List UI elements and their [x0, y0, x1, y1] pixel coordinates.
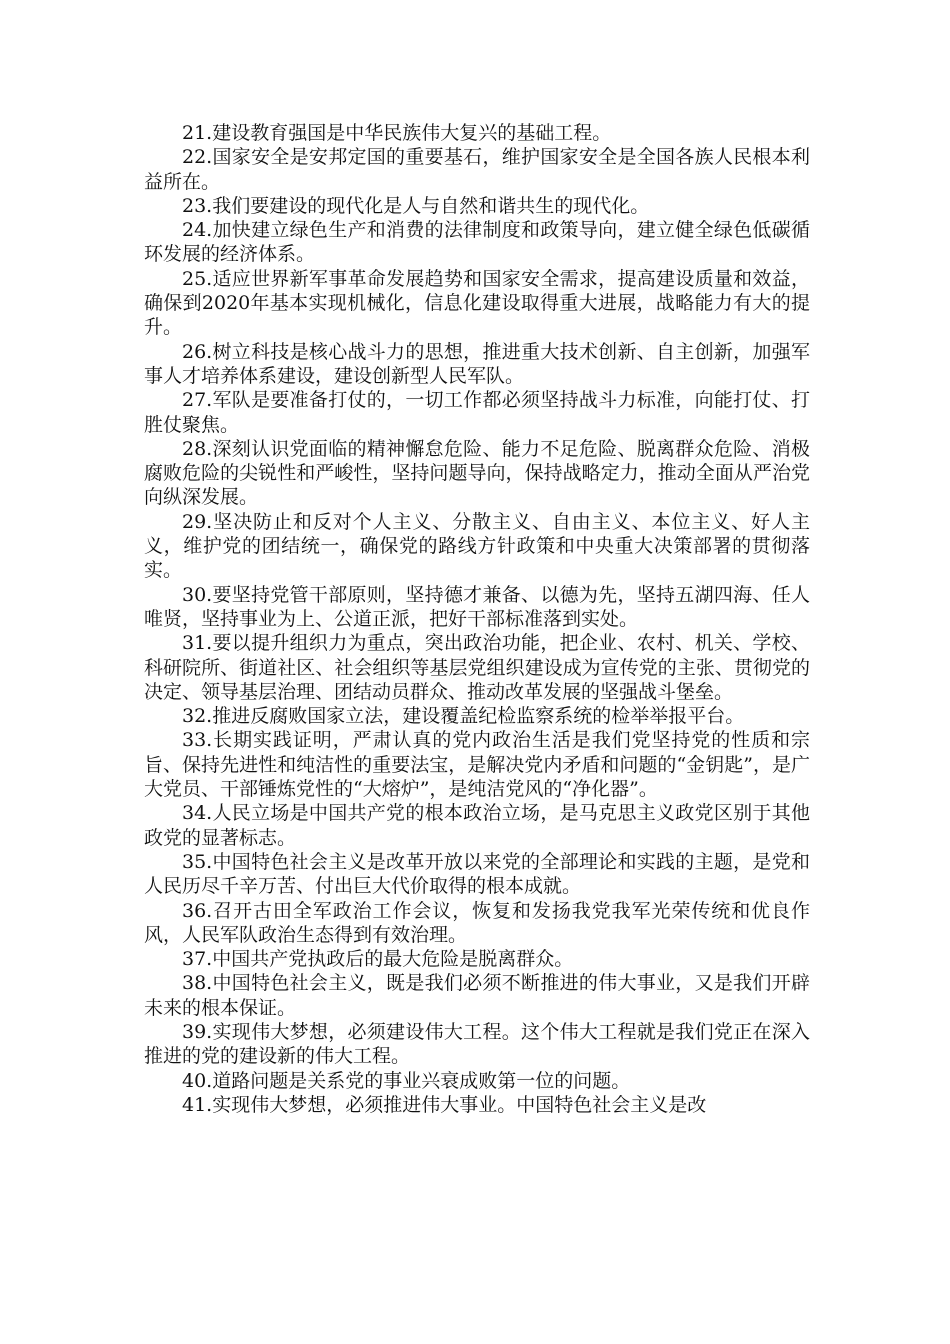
paragraph: 41.实现伟大梦想，必须推进伟大事业。中国特色社会主义是改: [182, 1093, 707, 1116]
paragraph: 27.军队是要准备打仗的，一切工作都必须坚持战斗力标准，向能打仗、打胜仗聚焦。: [144, 389, 810, 436]
paragraph: 38.中国特色社会主义，既是我们必须不断推进的伟大事业，又是我们开辟未来的根本保证。: [144, 972, 810, 1019]
paragraph: 37.中国共产党执政后的最大危险是脱离群众。: [182, 948, 574, 971]
paragraph: 35.中国特色社会主义是改革开放以来党的全部理论和实践的主题，是党和人民历尽千辛万苦、付出巨大代价取得的根本成就。: [144, 850, 810, 898]
paragraph: 21.建设教育强国是中华民族伟大复兴的基础工程。: [182, 122, 612, 144]
paragraph: 31.要以提升组织力为重点，突出政治功能，把企业、农村、机关、学校、科研院所、街道社区、社会组织等基层党组织建设成为宣传党的主张、贯彻党的决定、领导基层治理、团结动员群众、推动改革发展的坚强战斗堡垒。: [144, 632, 810, 703]
document-body: [144, 121, 810, 1117]
paragraph: 33.长期实践证明，严肃认真的党内政治生活是我们党坚持党的性质和宗旨、保持先进性和纯洁性的重要法宝，是解决党内矛盾和问题的“金钥匙”，是广大党员、干部锤炼党性的“大熔炉”，是纯洁党风的“净化器”。: [144, 729, 810, 801]
paragraph: 34.人民立场是中国共产党的根本政治立场，是马克思主义政党区别于其他政党的显著标志。: [144, 802, 810, 849]
paragraph: 28.深刻认识党面临的精神懈怠危险、能力不足危险、脱离群众危险、消极腐败危险的尖锐性和严峻性，坚持问题导向，保持战略定力，推动全面从严治党向纵深发展。: [144, 437, 810, 509]
paragraph: 36.召开古田全军政治工作会议，恢复和发扬我党我军光荣传统和优良作风，人民军队政治生态得到有效治理。: [144, 899, 810, 946]
paragraph: 39.实现伟大梦想，必须建设伟大工程。这个伟大工程就是我们党正在深入推进的党的建设新的伟大工程。: [144, 1020, 810, 1068]
paragraph: 22.国家安全是安邦定国的重要基石，维护国家安全是全国各族人民根本利益所在。: [144, 146, 810, 193]
paragraph: 24.加快建立绿色生产和消费的法律制度和政策导向，建立健全绿色低碳循环发展的经济体系。: [144, 219, 810, 266]
paragraph: 26.树立科技是核心战斗力的思想，推进重大技术创新、自主创新，加强军事人才培养体系建设，建设创新型人民军队。: [144, 340, 810, 387]
paragraph: 32.推进反腐败国家立法，建设覆盖纪检监察系统的检举举报平台。: [182, 705, 745, 728]
paragraph: 30.要坚持党管干部原则，坚持德才兼备、以德为先，坚持五湖四海、任人唯贤，坚持事业为上、公道正派，把好干部标准落到实处。: [144, 583, 810, 630]
paragraph: 25.适应世界新军事革命发展趋势和国家安全需求，提高建设质量和效益，确保到2020年基本实现机械化，信息化建设取得重大进展，战略能力有大的提升。: [144, 267, 810, 339]
paragraph: 23.我们要建设的现代化是人与自然和谐共生的现代化。: [182, 194, 650, 217]
paragraph: 40.道路问题是关系党的事业兴衰成败第一位的问题。: [182, 1069, 631, 1092]
paragraph: 29.坚决防止和反对个人主义、分散主义、自由主义、本位主义、好人主义，维护党的团结统一，确保党的路线方针政策和中央重大决策部署的贯彻落实。: [144, 510, 810, 582]
